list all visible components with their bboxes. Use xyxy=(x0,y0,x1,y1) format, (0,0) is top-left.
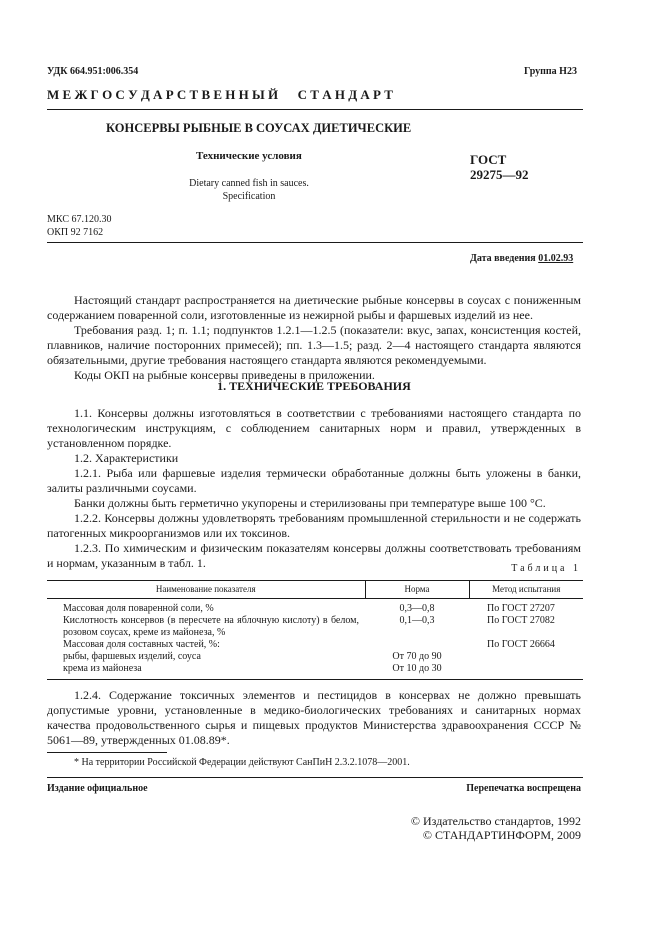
table-header-method: Метод испытания xyxy=(492,584,561,594)
table-row xyxy=(47,663,583,680)
intro-paragraph-1: Настоящий стандарт распространяется на диетические рыбные консервы в соусах с пониженным содержанием поваренной соли, изготовленные из нежирной рыбы и фаршевых изделий из нее. xyxy=(47,293,581,322)
codes-rule xyxy=(47,242,583,243)
gost-number: 29275—92 xyxy=(470,167,529,182)
table-cell-method: По ГОСТ 27207 xyxy=(487,603,555,614)
clause-1-2-4-block xyxy=(47,688,581,748)
intro-date-label: Дата введения xyxy=(470,253,536,264)
header-rule xyxy=(47,109,583,110)
clause-1-2: 1.2. Характеристики xyxy=(74,451,179,465)
document-subtitle: Технические условия xyxy=(196,150,302,162)
english-title: Dietary canned fish in sauces. xyxy=(189,178,309,189)
copyright-publisher: © Издательство стандартов, 1992 xyxy=(410,814,581,828)
table-1 xyxy=(47,580,583,680)
group-code: Группа Н23 xyxy=(524,66,577,77)
clause-1-2-2: 1.2.2. Консервы должны удовлетворять требованиям промышленной стерильности и не содержать патогенных микроорганизмов или их токсинов. xyxy=(47,511,581,540)
table-cell-norm xyxy=(365,639,469,651)
clause-banks: Банки должны быть герметично укупорены и стерилизованы при температуре выше 100 °С. xyxy=(74,496,546,510)
table-header-name: Наименование показателя xyxy=(47,581,365,599)
table-row xyxy=(47,599,583,616)
table-cell-name: Кислотность консервов (в пересчете на яблочную кислоту) в белом, розовом соусах, креме из майонеза, % xyxy=(63,615,359,638)
clause-1-2-4: 1.2.4. Содержание токсичных элементов и пестицидов в консервах не должно превышать допустимые уровни, установленные в медико-биологических требованиях и санитарных нормах качества продовольственного сырья и пищевых продуктов Министерства здравоохранения СССР № 5061—89, утвержденных 01.08.89*. xyxy=(47,688,581,747)
reprint-label: Перепечатка воспрещена xyxy=(466,783,581,794)
section-1-body xyxy=(47,406,581,571)
footer-rule xyxy=(47,777,583,778)
clause-1-2-3: 1.2.3. По химическим и физическим показателям консервы должны соответствовать требованиям и нормам, указанным в табл. 1. xyxy=(47,541,581,570)
edition-label: Издание официальное xyxy=(47,783,148,794)
table-cell-norm: От 10 до 30 xyxy=(392,663,442,674)
table-cell-name: рыбы, фаршевых изделий, соуса xyxy=(63,651,201,662)
table-row xyxy=(47,615,583,639)
udk-code: УДК 664.951:006.354 xyxy=(47,66,139,77)
table-cell-method: По ГОСТ 26664 xyxy=(487,639,555,650)
table-cell-method xyxy=(469,663,583,680)
footnote-rule xyxy=(47,752,167,753)
table-cell-norm: 0,1—0,3 xyxy=(399,615,435,626)
table-cell-norm: 0,3—0,8 xyxy=(399,603,435,614)
document-title: КОНСЕРВЫ РЫБНЫЕ В СОУСАХ ДИЕТИЧЕСКИЕ xyxy=(106,121,412,135)
table-cell-method: По ГОСТ 27082 xyxy=(487,615,555,626)
table-cell-name: Массовая доля поваренной соли, % xyxy=(63,603,214,614)
standard-banner: М Е Ж Г О С У Д А Р С Т В Е Н Н Ы Й С Т А Н Д А Р Т xyxy=(47,87,393,102)
okp-code: ОКП 92 7162 xyxy=(47,227,104,238)
table-cell-name: Массовая доля составных частей, %: xyxy=(63,639,220,650)
table-row xyxy=(47,651,583,663)
mks-code: МКС 67.120.30 xyxy=(47,214,112,225)
intro-paragraph-3: Коды ОКП на рыбные консервы приведены в приложении. xyxy=(74,368,375,382)
clause-1-2-1: 1.2.1. Рыба или фаршевые изделия термически обработанные должны быть уложены в банки, залиты различными соусами. xyxy=(47,466,581,495)
english-subtitle: Specification xyxy=(222,191,276,202)
table-cell-method xyxy=(469,651,583,663)
footnote: * На территории Российской Федерации действуют СанПиН 2.3.2.1078—2001. xyxy=(74,757,410,768)
intro-date xyxy=(470,253,573,264)
intro-paragraph-2: Требования разд. 1; п. 1.1; подпунктов 1.2.1—1.2.5 (показатели: вкус, запах, консистенция костей, плавников, наличие посторонних примесей); пп. 1.3—1.5; разд. 2—4 настоящего стандарта являются обязательными, другие требования настоящего стандарта являются рекомендуемыми. xyxy=(47,323,581,367)
table-1-label: Таблица 1 xyxy=(511,563,581,574)
section-1-heading: 1. ТЕХНИЧЕСКИЕ ТРЕБОВАНИЯ xyxy=(217,379,411,393)
copyright-standartinform: © СТАНДАРТИНФОРМ, 2009 xyxy=(422,828,581,842)
table-row xyxy=(47,639,583,651)
gost-label: ГОСТ xyxy=(470,152,507,167)
clause-1-1: 1.1. Консервы должны изготовляться в соответствии с требованиями настоящего стандарта по технологическим инструкциям, с соблюдением санитарных норм и правил, утвержденных в установленном порядке. xyxy=(47,406,581,450)
table-cell-norm: От 70 до 90 xyxy=(392,651,442,662)
intro-block xyxy=(47,293,581,383)
intro-date-value: 01.02.93 xyxy=(538,253,574,264)
table-header-norm: Норма xyxy=(365,581,469,599)
table-cell-name: крема из майонеза xyxy=(63,663,142,674)
